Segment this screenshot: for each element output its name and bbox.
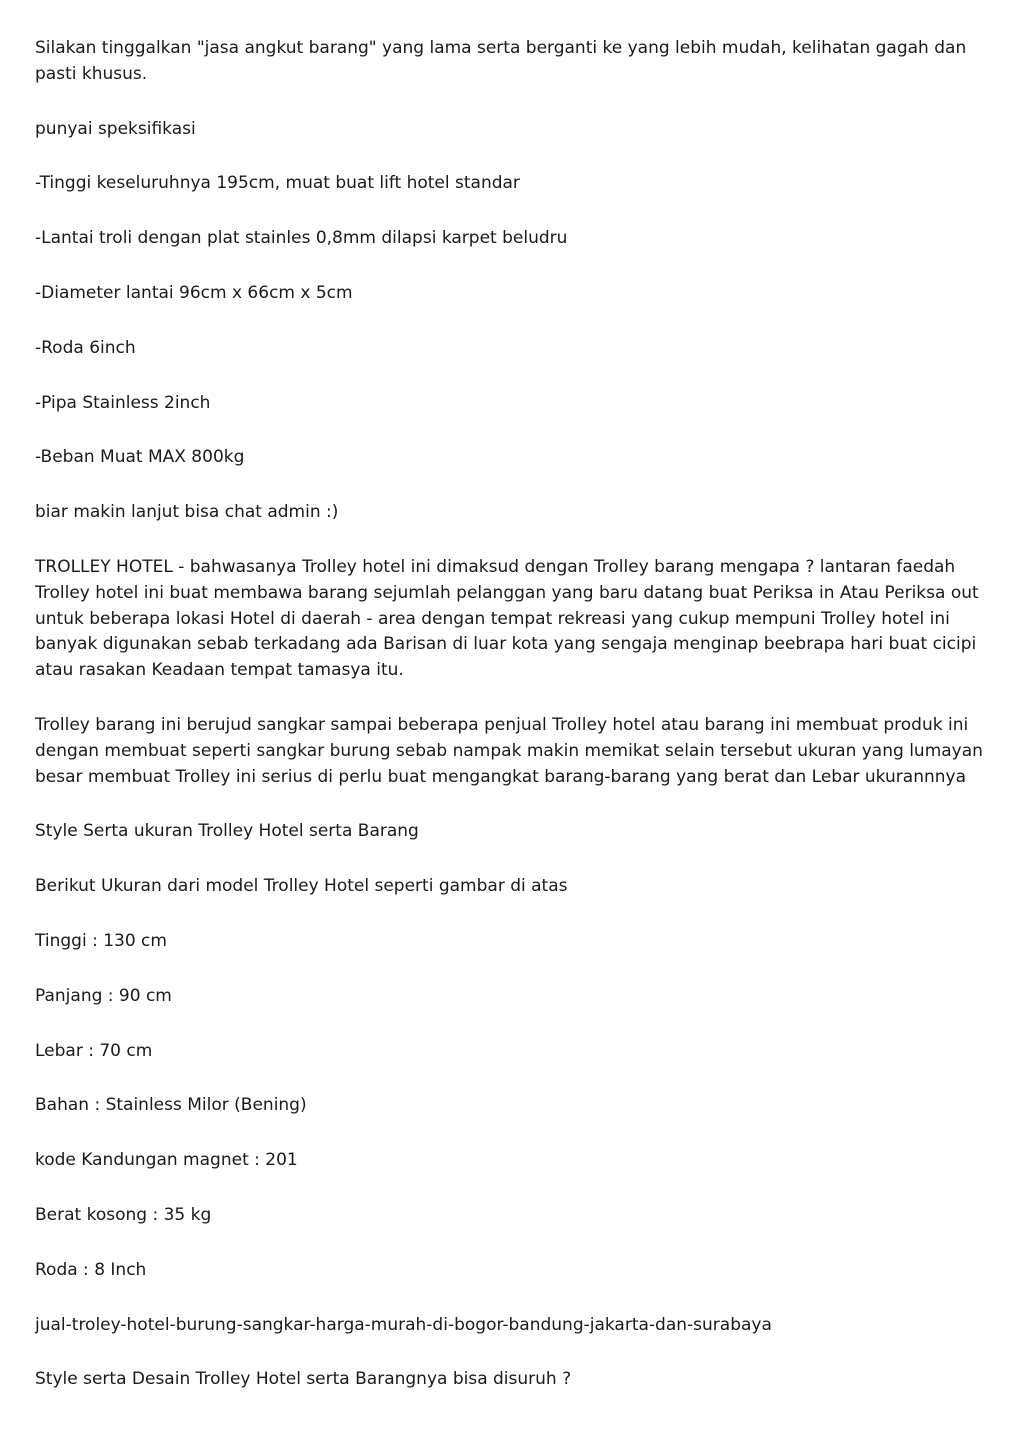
size-length: Panjang : 90 cm (35, 985, 172, 1006)
size-magnet-code: kode Kandungan magnet : 201 (35, 1150, 298, 1171)
intro-paragraph: Silakan tinggalkan "jasa angkut barang" yang lama serta berganti ke yang lebih mudah, kelihatan gagah dan pasti khusus. (35, 38, 967, 84)
closing-question: Style serta Desain Trolley Hotel serta Barangnya bisa disuruh ? (35, 1369, 572, 1390)
spec-item-load: -Beban Muat MAX 800kg (35, 447, 245, 468)
spec-item-diameter: -Diameter lantai 96cm x 66cm x 5cm (35, 282, 353, 303)
spec-item-pipe: -Pipa Stainless 2inch (35, 392, 211, 413)
style-heading: Style Serta ukuran Trolley Hotel serta Barang (35, 821, 419, 842)
size-empty-weight: Berat kosong : 35 kg (35, 1204, 212, 1225)
trolley-hotel-paragraph: TROLLEY HOTEL - bahwasanya Trolley hotel ini dimaksud dengan Trolley barang mengapa ? lantaran faedah Trolley hotel ini buat membawa barang sejumlah pelanggan yang baru datang buat Periksa in Atau Periksa out untuk beberapa lokasi Hotel di daerah - area dengan tempat rekreasi yang cukup mempuni Trolley hotel ini banyak digunakan sebab terkadang ada Barisan di luar kota yang sengaja menginap beebrapa hari buat cicipi atau rasakan Keadaan tempat tamasya itu. (35, 556, 979, 681)
spec-heading: punyai speksifikasi (35, 118, 196, 139)
document-body (35, 36, 995, 1422)
size-width: Lebar : 70 cm (35, 1040, 153, 1061)
size-intro-paragraph: Berikut Ukuran dari model Trolley Hotel seperti gambar di atas (35, 876, 568, 897)
slug-paragraph: jual-troley-hotel-burung-sangkar-harga-murah-di-bogor-bandung-jakarta-dan-surabaya (35, 1314, 772, 1335)
size-material: Bahan : Stainless Milor (Bening) (35, 1095, 307, 1116)
spec-item-floor: -Lantai troli dengan plat stainles 0,8mm dilapsi karpet beludru (35, 228, 568, 249)
size-wheel: Roda : 8 Inch (35, 1259, 147, 1280)
spec-item-wheel: -Roda 6inch (35, 337, 136, 358)
contact-admin-paragraph: biar makin lanjut bisa chat admin :) (35, 502, 339, 523)
size-height: Tinggi : 130 cm (35, 930, 167, 951)
trolley-barang-paragraph: Trolley barang ini berujud sangkar sampai beberapa penjual Trolley hotel atau barang ini membuat produk ini dengan membuat seperti sangkar burung sebab nampak makin memikat selain tersebut ukuran yang lumayan besar membuat Trolley ini serius di perlu buat mengangkat barang-barang yang berat dan Lebar ukurannnya (35, 714, 983, 787)
spec-item-height: -Tinggi keseluruhnya 195cm, muat buat lift hotel standar (35, 173, 520, 194)
